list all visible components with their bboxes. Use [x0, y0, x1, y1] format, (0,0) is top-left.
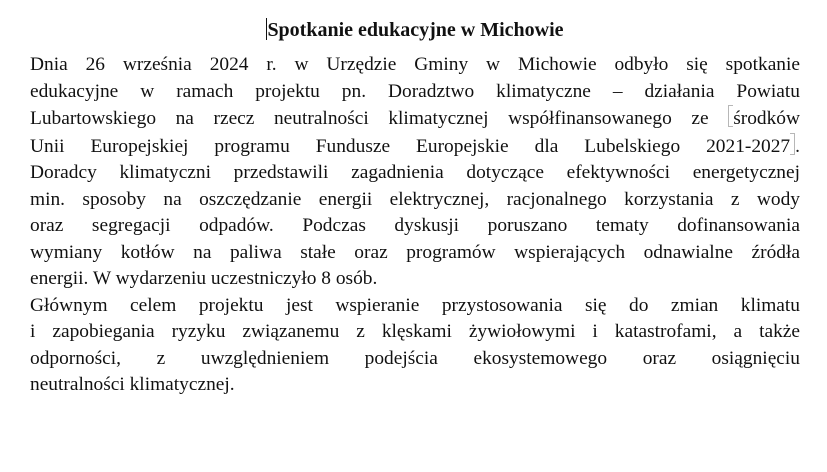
document-title-text: Spotkanie edukacyjne w Michowie	[267, 19, 564, 41]
paragraph-line: edukacyjne w ramach projektu pn. Doradztwo klimatyczne – działania Powiatu	[30, 80, 800, 102]
paragraph-line: i zapobiegania ryzyku związanemu z klęskami żywiołowymi i katastrofami, a także	[30, 321, 800, 342]
paragraph-line	[30, 105, 800, 133]
paragraph-line: odporności, z uwzględnieniem podejścia ekosystemowego oraz osiągnięciu	[30, 347, 800, 369]
line-text: Unii Europejskiej programu Fundusze Europejskie dla Lubelskiego 2021-2027	[30, 135, 791, 157]
paragraph-line	[30, 133, 800, 161]
document-page	[30, 16, 800, 399]
document-title	[30, 16, 800, 44]
paragraph-line: Doradcy klimatyczni przedstawili zagadnienia dotyczące efektywności energetycznej	[30, 162, 800, 183]
paragraph-project-goal	[30, 293, 800, 399]
paragraph-line: min. sposoby na oszczędzanie energii elektrycznej, racjonalnego korzystania z wody	[30, 188, 800, 210]
paragraph-line: energii. W wydarzeniu uczestniczyło 8 osób.	[30, 268, 378, 289]
paragraph-event-description	[30, 52, 800, 293]
paragraph-line: Głównym celem projektu jest wspieranie przystosowania się do zmian klimatu	[30, 294, 800, 316]
line-text: środków	[733, 108, 800, 129]
line-text: Lubartowskiego na rzecz neutralności klimatycznej współfinansowanego ze	[30, 108, 729, 129]
paragraph-line: oraz segregacji odpadów. Podczas dyskusji poruszano tematy dofinansowania	[30, 215, 800, 236]
paragraph-line: Dnia 26 września 2024 r. w Urzędzie Gminy w Michowie odbyło się spotkanie	[30, 54, 800, 75]
paragraph-line: wymiany kotłów na paliwa stałe oraz programów wspierających odnawialne źródła	[30, 241, 800, 263]
paragraph-line: neutralności klimatycznej.	[30, 374, 235, 395]
line-text: .	[795, 135, 800, 157]
